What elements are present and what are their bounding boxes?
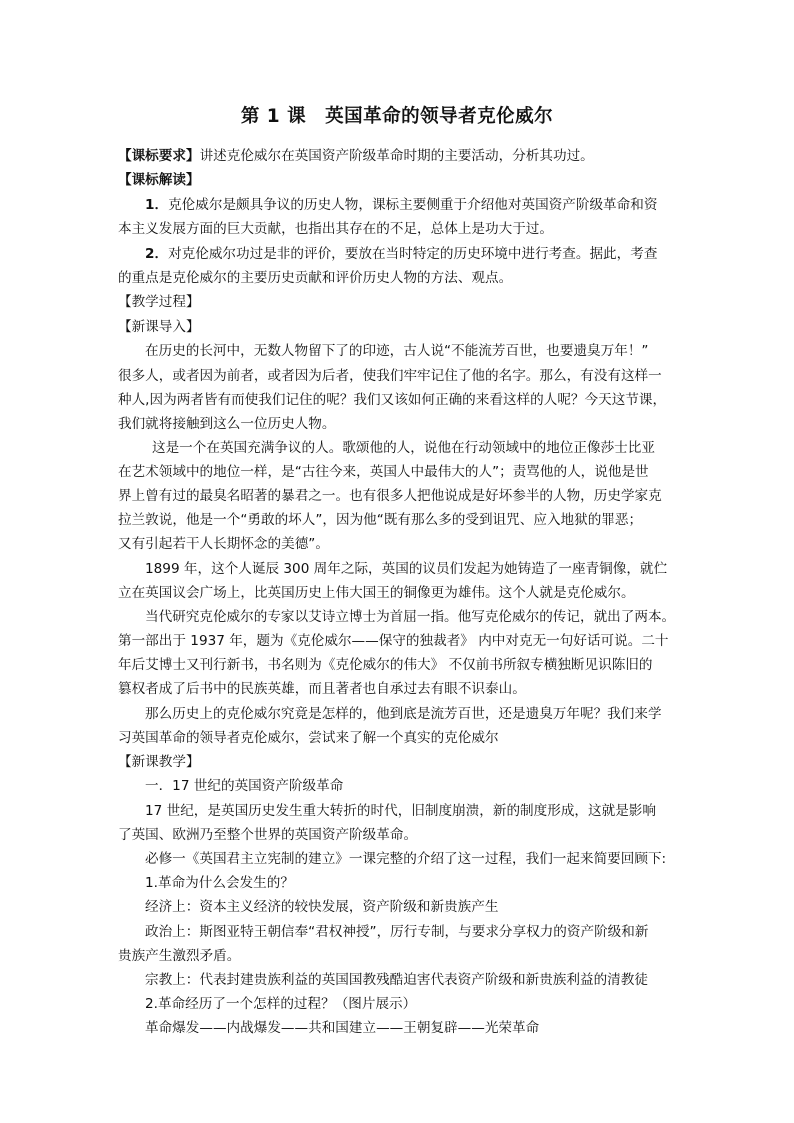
religious-cause: 宗教上：代表封建贵族利益的英国国教残酷迫害代表资产阶级和新贵族利益的清教徒 [145,972,648,988]
intro-p2-line1: 这是一个在英国充满争议的人。歌颂他的人，说他在行动领域中的地位正像莎士比亚 [152,440,655,456]
interpretation-p1-text: 克伦威尔是颇具争议的历史人物，课标主要侧重于介绍他对英国资产阶级革命和资 [168,197,658,213]
political-cause-line2: 贵族产生激烈矛盾。 [118,948,241,964]
revolution-stages: 革命爆发——内战爆发——共和国建立——王朝复辟——光荣革命 [145,1020,540,1036]
teaching-p1-line2: 了英国、欧洲乃至整个世界的英国资产阶级革命。 [118,827,418,843]
intro-p2-line4: 拉兰敦说，他是一个“勇敢的坏人”，因为他“既有那么多的受到诅咒、应入地狱的罪恶； [118,512,643,528]
section-heading-1: 一．17 世纪的英国资产阶级革命 [145,778,344,794]
teaching-p1-line1: 17 世纪，是英国历史发生重大转折的时代，旧制度崩溃，新的制度形成，这就是影响 [145,803,656,819]
political-cause-line1: 政治上：斯图亚特王朝信奉“君权神授”，厉行专制，与要求分享权力的资产阶级和新 [145,924,649,940]
intro-p4-line1: 当代研究克伦威尔的专家以艾诗立博士为首屈一指。他写克伦威尔的传记，就出了两本。 [145,609,676,625]
interpretation-p2-line2: 的重点是克伦威尔的主要历史贡献和评价历史人物的方法、观点。 [118,270,513,286]
intro-p2-line2: 在艺术领域中的地位一样，是“古往今来，英国人中最伟大的人”；责骂他的人，说他是世 [118,464,649,480]
intro-p4-line4: 篡权者成了后书中的民族英雄，而且著者也自承过去有眼不识泰山。 [118,681,526,697]
requirement-text: 讲述克伦威尔在英国资产阶级革命时期的主要活动，分析其功过。 [199,148,594,164]
intro-label: 【新课导入】 [118,319,200,335]
teaching-p2: 必修一《英国君主立宪制的建立》一课完整的介绍了这一过程，我们一起来简要回顾下: [145,851,667,867]
interpretation-p1-number: 1． [145,197,169,213]
intro-p5-line2: 习英国革命的领导者克伦威尔，尝试来了解一个真实的克伦威尔 [118,730,499,746]
teaching-label: 【新课教学】 [118,754,200,770]
interpretation-label: 【课标解读】 [118,172,200,188]
interpretation-p1-line2: 本主义发展方面的巨大贡献，也指出其存在的不足，总体上是功大于过。 [118,221,553,237]
intro-p2-line5: 又有引起若干人长期怀念的美德”。 [118,536,329,552]
interpretation-p1-line1 [145,195,678,215]
intro-p2-line3: 界上曾有过的最臭名昭著的暴君之一。也有很多人把他说成是好坏参半的人物，历史学家克 [118,488,662,504]
requirement-label: 【课标要求】 [118,148,200,164]
intro-p3-line2: 立在英国议会广场上，比英国历史上伟大国王的铜像更为雄伟。这个人就是克伦威尔。 [118,585,635,601]
intro-p3-line1: 1899 年，这个人诞辰 300 周年之际，英国的议员们发起为她铸造了一座青铜像，就伫 [145,561,668,577]
intro-p4-line3: 年后艾博士又刊行新书，书名则为《克伦威尔的伟大》 不仅前书所叙专横独断见识陈旧的 [118,657,653,673]
question-1: 1.革命为什么会发生的？ [145,875,294,891]
interpretation-p2-line1 [145,244,678,264]
economic-cause: 经济上：资本主义经济的较快发展，资产阶级和新贵族产生 [145,899,499,915]
intro-p1-line1: 在历史的长河中，无数人物留下了的印迹，古人说“不能流芳百世，也要遗臭万年！” [145,343,649,359]
interpretation-p2-number: 2． [145,246,169,262]
intro-p5-line1: 那么历史上的克伦威尔究竟是怎样的，他到底是流芳百世，还是遗臭万年呢？我们来学 [145,706,662,722]
intro-p1-line2: 很多人，或者因为前者，或者因为后者，使我们牢牢记住了他的名字。那么，有没有这样一 [118,368,662,384]
lesson-title: 第 1 课 英国革命的领导者克伦威尔 [240,106,554,127]
process-label: 【教学过程】 [118,294,200,310]
requirement-line [118,146,678,166]
intro-p4-line2: 第一部出于 1937 年，题为《克伦威尔——保守的独裁者》 内中对克无一句好话可说。二十 [118,633,669,649]
intro-p1-line4: 我们就将接触到这么一位历史人物。 [118,416,336,432]
question-2: 2.革命经历了一个怎样的过程？（图片展示） [145,996,417,1012]
interpretation-p2-text: 对克伦威尔功过是非的评价，要放在当时特定的历史环境中进行考查。据此，考查 [168,246,658,262]
intro-p1-line3: 种人,因为两者皆有而使我们记住的呢？我们又该如何正确的来看这样的人呢？今天这节课， [118,392,667,408]
